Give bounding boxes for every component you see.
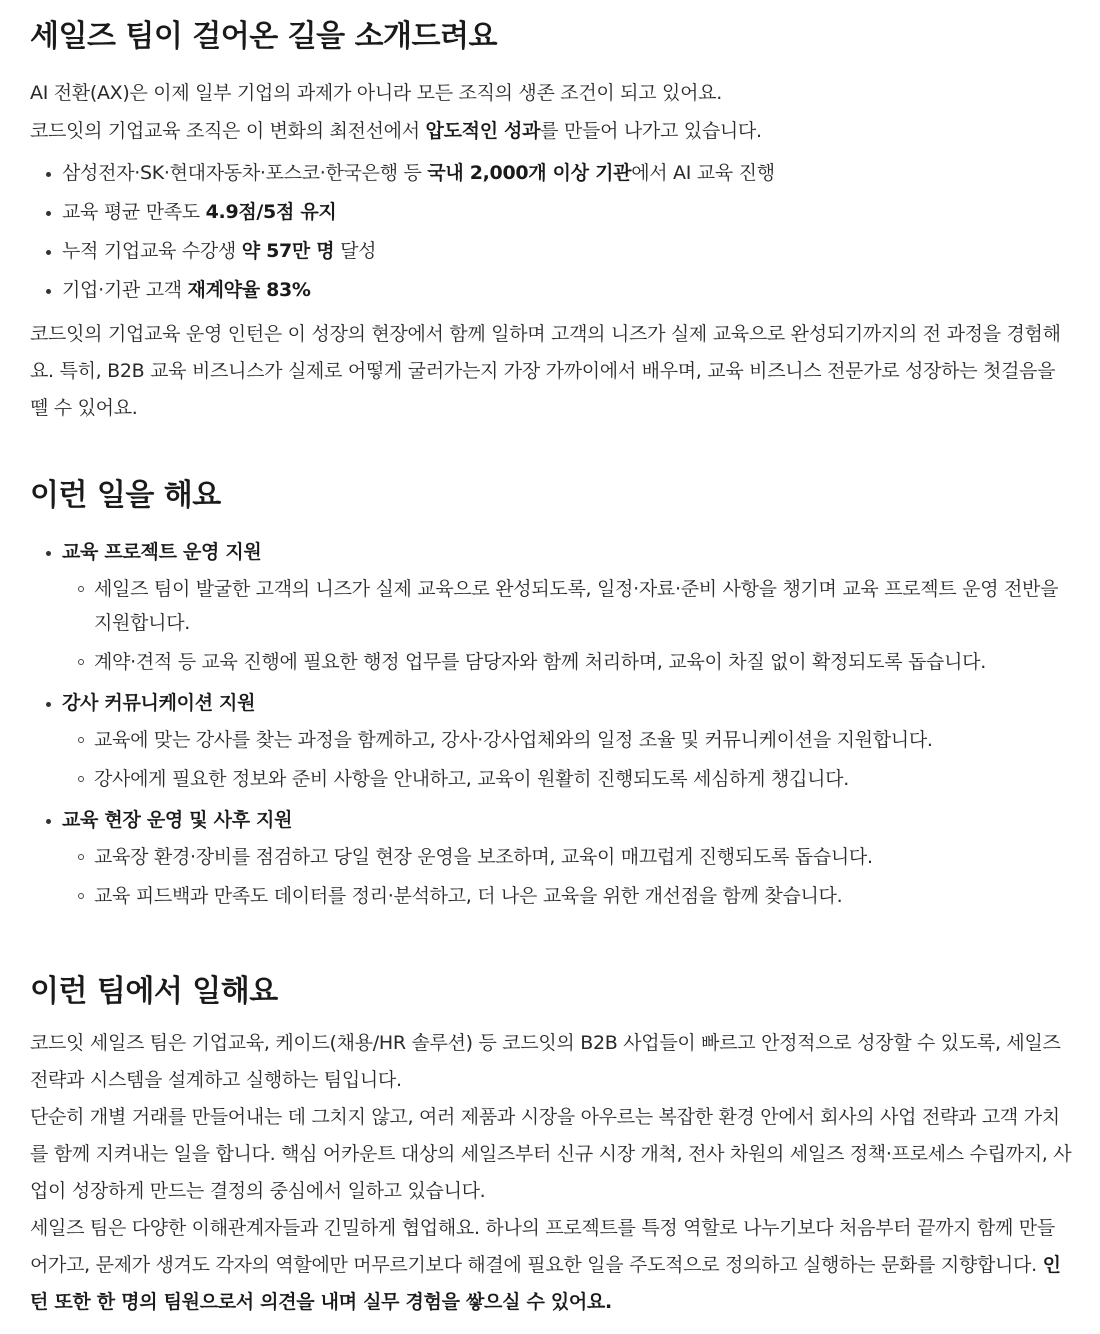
- task-detail-list: [62, 572, 1072, 679]
- task-title: 강사 커뮤니케이션 지원: [62, 692, 256, 714]
- team-section: [30, 969, 1072, 1321]
- task-group: [44, 684, 1072, 796]
- task-list: [30, 533, 1072, 913]
- work-title: 이런 일을 해요: [30, 478, 221, 513]
- achievement-item: 삼성전자·SK·현대자동차·포스코·한국은행 등 국내 2,000개 이상 기관에서 AI 교육 진행: [44, 154, 1072, 193]
- task-detail: 교육 피드백과 만족도 데이터를 정리·분석하고, 더 나은 교육을 위한 개선점을 함께 찾습니다.: [76, 879, 1072, 913]
- intro-section: [30, 14, 1072, 427]
- task-title: 교육 현장 운영 및 사후 지원: [62, 809, 293, 831]
- task-detail-list: [62, 840, 1072, 913]
- task-group: [44, 533, 1072, 679]
- work-section: [30, 473, 1072, 913]
- achievement-item: 기업·기관 고객 재계약율 83%: [44, 271, 1072, 310]
- team-paragraph-3-highlight: 인턴 또한 한 명의 팀원으로서 의견을 내며 실무 경험을 쌓으실 수 있어요.: [30, 1254, 1061, 1313]
- task-title: 교육 프로젝트 운영 지원: [62, 541, 262, 563]
- task-detail-list: [62, 723, 1072, 796]
- task-detail: 교육장 환경·장비를 점검하고 당일 현장 운영을 보조하며, 교육이 매끄럽게 진행되도록 돕습니다.: [76, 840, 1072, 874]
- intro-line-1: AI 전환(AX)은 이제 일부 기업의 과제가 아니라 모든 조직의 생존 조건이 되고 있어요.: [30, 82, 722, 104]
- team-paragraph-3: [30, 1210, 1072, 1321]
- intro-closing-paragraph: 코드잇의 기업교육 운영 인턴은 이 성장의 현장에서 함께 일하며 고객의 니즈가 실제 교육으로 완성되기까지의 전 과정을 경험해요. 특히, B2B 교육 비즈니스가 실제로 어떻게 굴러가는지 가장 가까이에서 배우며, 교육 비즈니스 전문가로 성장하는 첫걸음을 뗄 수 있어요.: [30, 323, 1061, 419]
- task-detail: 계약·견적 등 교육 진행에 필요한 행정 업무를 담당자와 함께 처리하며, 교육이 차질 없이 확정되도록 돕습니다.: [76, 645, 1072, 679]
- achievement-item: 누적 기업교육 수강생 약 57만 명 달성: [44, 232, 1072, 271]
- intro-line-2: [30, 112, 1072, 150]
- task-group: [44, 801, 1072, 913]
- task-detail: 교육에 맞는 강사를 찾는 과정을 함께하고, 강사·강사업체와의 일정 조율 및 커뮤니케이션을 지원합니다.: [76, 723, 1072, 757]
- intro-line-2-text: 코드잇의 기업교육 조직은 이 변화의 최전선에서: [30, 120, 426, 142]
- task-detail: 세일즈 팀이 발굴한 고객의 니즈가 실제 교육으로 완성되도록, 일정·자료·준비 사항을 챙기며 교육 프로젝트 운영 전반을 지원합니다.: [76, 572, 1072, 640]
- task-detail: 강사에게 필요한 정보와 준비 사항을 안내하고, 교육이 원활히 진행되도록 세심하게 챙깁니다.: [76, 762, 1072, 796]
- achievement-item: 교육 평균 만족도 4.9점/5점 유지: [44, 193, 1072, 232]
- team-paragraph-3-text: 세일즈 팀은 다양한 이해관계자들과 긴밀하게 협업해요. 하나의 프로젝트를 특정 역할로 나누기보다 처음부터 끝까지 함께 만들어가고, 문제가 생겨도 각자의 역할에만 머무르기보다 해결에 필요한 일을 주도적으로 정의하고 실행하는 문화를 지향합니다.: [30, 1217, 1055, 1276]
- intro-title: 세일즈 팀이 걸어온 길을 소개드려요: [30, 19, 497, 54]
- team-title: 이런 팀에서 일해요: [30, 974, 278, 1009]
- team-paragraph-2: 단순히 개별 거래를 만들어내는 데 그치지 않고, 여러 제품과 시장을 아우르는 복잡한 환경 안에서 회사의 사업 전략과 고객 가치를 함께 지켜내는 일을 합니다. 핵심 어카운트 대상의 세일즈부터 신규 시장 개척, 전사 차원의 세일즈 정책·프로세스 수립까지, 사업이 성장하게 만드는 결정의 중심에서 일하고 있습니다.: [30, 1106, 1072, 1202]
- intro-line-2-text-end: 를 만들어 나가고 있습니다.: [540, 120, 762, 142]
- achievement-list: [30, 154, 1072, 310]
- team-paragraph-1: 코드잇 세일즈 팀은 기업교육, 케이드(채용/HR 솔루션) 등 코드잇의 B2B 사업들이 빠르고 안정적으로 성장할 수 있도록, 세일즈 전략과 시스템을 설계하고 실행하는 팀입니다.: [30, 1032, 1067, 1091]
- intro-line-2-highlight: 압도적인 성과: [425, 120, 541, 142]
